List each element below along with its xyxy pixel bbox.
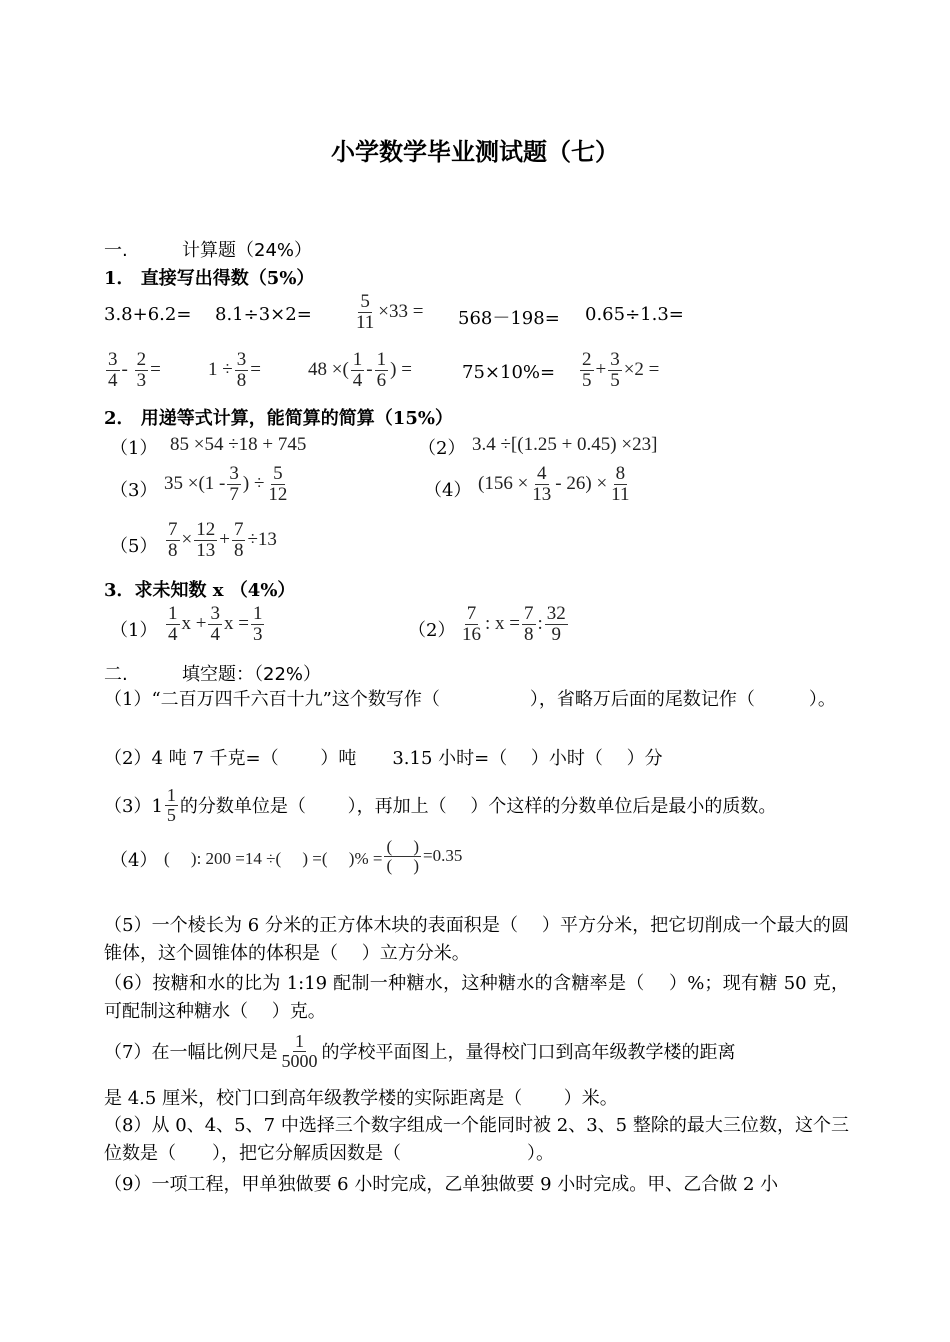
section1-number: 一. <box>104 240 128 261</box>
q3-label-1: （1） <box>110 620 158 641</box>
q3-expr-2: $\frac{7}{16}$ : x = $\frac{7}{8}$ : $\frac{32}{9}$ <box>462 603 566 645</box>
q2-label-2: （2） <box>418 438 466 459</box>
fill-item-4-label: （4） <box>110 850 158 871</box>
q2-label-1: （1） <box>110 438 158 459</box>
q2-expr-5: $\frac{7}{8}$ × $\frac{12}{13}$ + $\frac{7}{8}$ ÷13 <box>168 519 277 561</box>
q3-expr-1: $\frac{1}{4}$ x + $\frac{3}{4}$ x = $\frac{1}{3}$ <box>168 603 263 645</box>
q1-expr-4: 568－198= <box>458 308 560 329</box>
q1-expr-7: 1 ÷ $\frac{3}{8}$ = <box>208 349 261 391</box>
fill-item-8: （8）从 0、4、5、7 中选择三个数字组成一个能同时被 2、3、5 整除的最大三位数，这个三位数是（ ），把它分解质因数是（ ）。 <box>104 1115 849 1164</box>
page-title: 小学数学毕业测试题（七） <box>331 138 619 166</box>
q1-expr-6: $\frac{3}{4}$ - $\frac{2}{3}$ = <box>108 349 161 391</box>
q1-expr-8: 48 ×( $\frac{1}{4}$ - $\frac{1}{6}$ ) = <box>308 349 412 391</box>
q2-label-5: （5） <box>110 536 158 557</box>
q1-heading: 1． 直接写出得数（5%） <box>104 268 315 289</box>
q1-expr-10: $\frac{2}{5}$ + $\frac{3}{5}$ ×2 = <box>582 349 660 391</box>
q1-expr-5: 0.65÷1.3= <box>585 304 684 325</box>
fill-item-7-cont: 是 4.5 厘米，校门口到高年级教学楼的实际距离是（ ）米。 <box>104 1088 618 1109</box>
section2-number: 二. <box>104 664 128 685</box>
q3-heading: 3．求未知数 x （4%） <box>104 580 296 601</box>
fill-item-7: （7）在一幅比例尺是 $\frac{1}{5000}$ 的学校平面图上，量得校门口到高年级教学楼的距离 <box>104 1031 736 1071</box>
q1-expr-2: 8.1÷3×2= <box>215 304 312 325</box>
fill-item-6: （6）按糖和水的比为 1:19 配制一种糖水，这种糖水的含糖率是（ ）%；现有糖 50 克，可配制这种糖水（ ）克。 <box>104 973 849 1022</box>
q2-label-3: （3） <box>110 480 158 501</box>
section2-heading: 填空题：（22%） <box>182 664 322 685</box>
q2-expr-3: 35 ×(1 - $\frac{3}{7}$ ) ÷ $\frac{5}{12}$ <box>164 463 288 505</box>
fill-item-5: （5）一个棱长为 6 分米的正方体木块的表面积是（ ）平方分米，把它切削成一个最大的圆锥体，这个圆锥体的体积是（ ）立方分米。 <box>104 915 849 964</box>
fill-item-2: （2）4 吨 7 千克=（ ）吨 3.15 小时=（ ）小时（ ）分 <box>104 748 663 769</box>
q2-expr-1: 85 ×54 ÷18 + 745 <box>170 434 307 455</box>
q2-label-4: （4） <box>424 480 472 501</box>
q2-expr-2: 3.4 ÷[(1.25 + 0.45) ×23] <box>472 434 658 455</box>
q2-expr-4: (156 × $\frac{4}{13}$ - 26) × $\frac{8}{11}$ <box>478 463 630 505</box>
q2-heading: 2． 用递等式计算，能简算的简算（15%） <box>104 408 453 429</box>
fill-item-9: （9）一项工程，甲单独做要 6 小时完成，乙单独做要 9 小时完成。甲、乙合做 2 小 <box>104 1174 779 1195</box>
q1-expr-1: 3.8+6.2= <box>104 304 192 325</box>
fill-item-1: （1）“二百万四千六百十九”这个数写作（ ），省略万后面的尾数记作（ ）。 <box>104 689 836 710</box>
q3-label-2: （2） <box>408 620 456 641</box>
fill-item-3: （3）1 $\frac{1}{5}$ 的分数单位是（ ），再加上（ ）个这样的分数单位后是最小的质数。 <box>104 785 777 825</box>
q1-expr-9: 75×10%= <box>462 362 556 383</box>
fill-item-4: ( ): 200 =14 ÷( ) =( )% = $\frac{( )}{( )}$ =0.35 <box>164 837 463 875</box>
section1-heading: 计算题（24%） <box>182 240 313 261</box>
q1-expr-3: $\frac{5}{11}$ ×33 = <box>356 291 424 333</box>
